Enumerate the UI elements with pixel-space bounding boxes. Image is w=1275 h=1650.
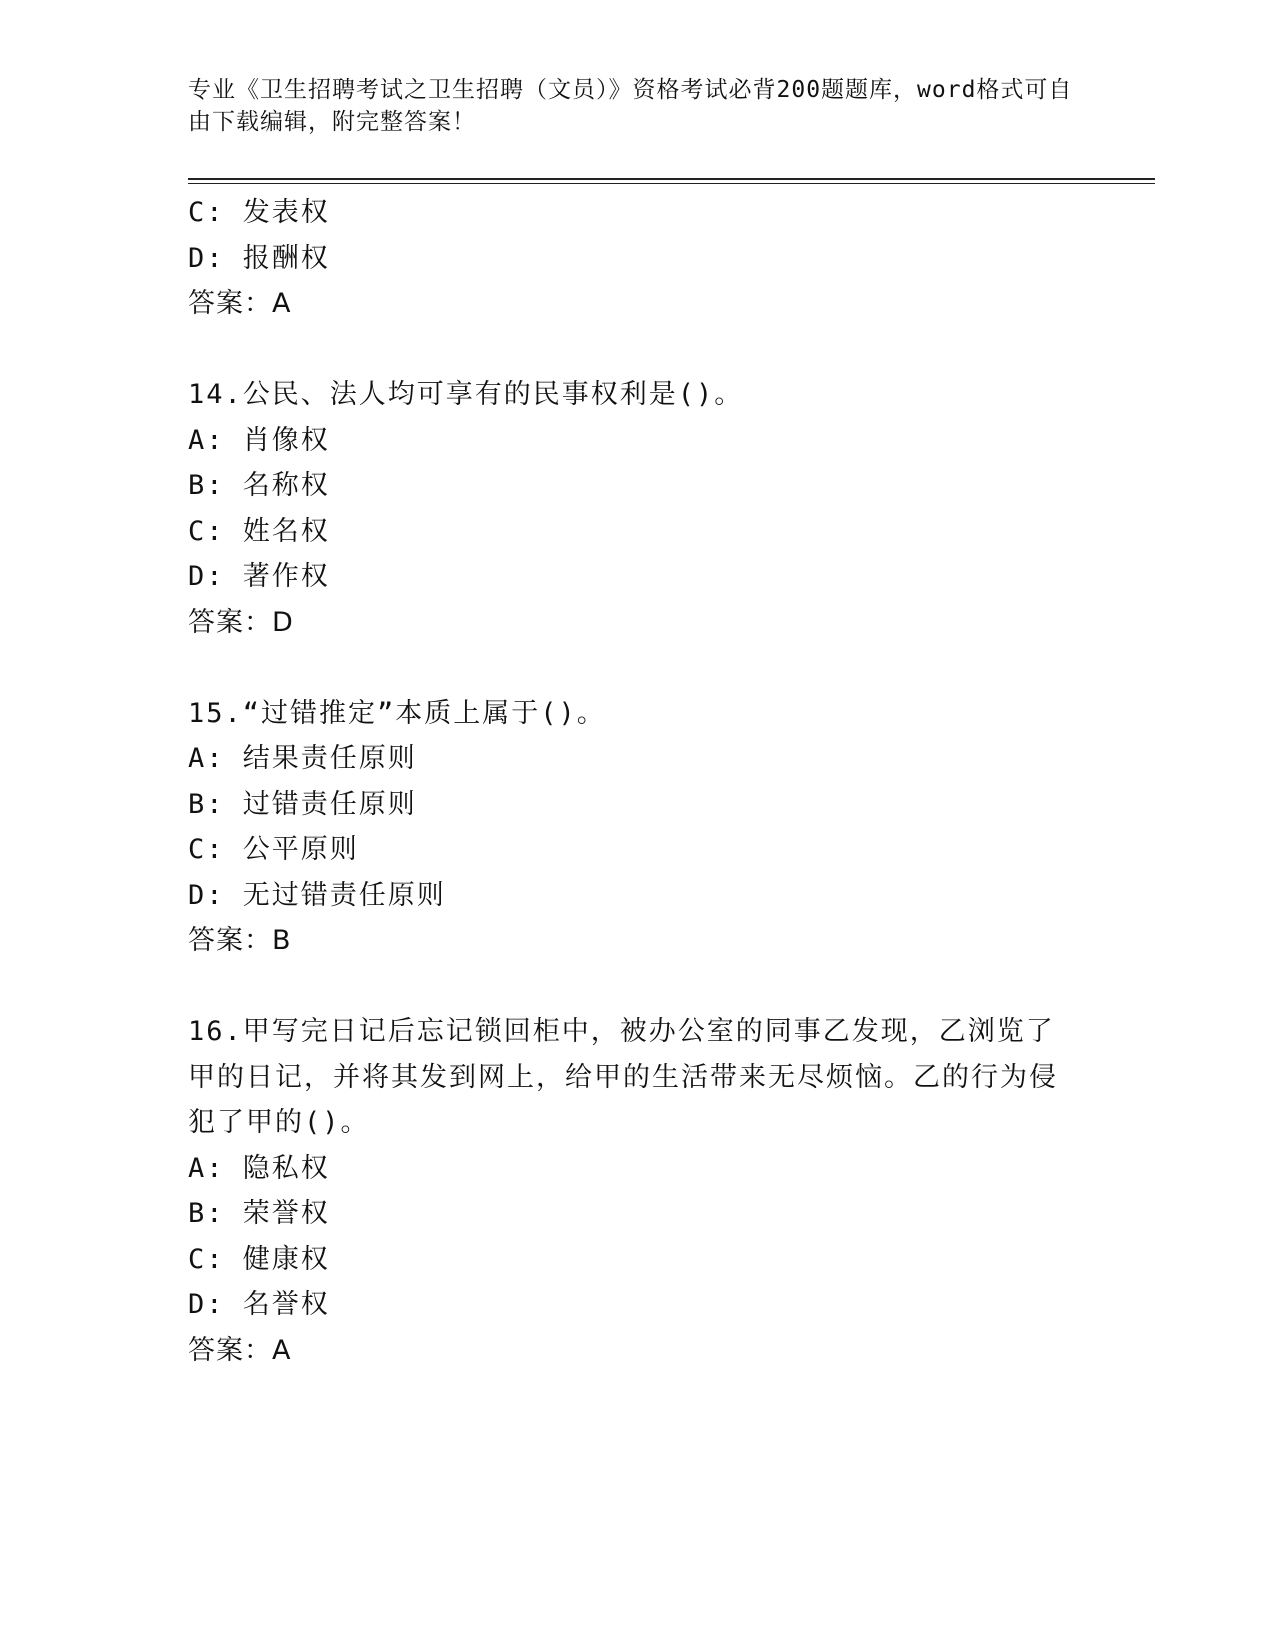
answer-line: 答案：A bbox=[188, 1334, 292, 1366]
answer-line: 答案：A bbox=[188, 288, 292, 319]
prev-question-tail bbox=[188, 190, 1088, 327]
answer-line: 答案：B bbox=[188, 925, 292, 956]
header-title: 专业《卫生招聘考试之卫生招聘（文员）》资格考试必背200题题库，word格式可自由下载编辑，附完整答案！ bbox=[188, 77, 1073, 135]
option-d: D: 报酬权 bbox=[188, 242, 330, 274]
option-a: A: 结果责任原则 bbox=[188, 743, 417, 774]
spacer bbox=[188, 964, 1088, 1010]
question-stem: 15.“过错推定”本质上属于()。 bbox=[188, 697, 606, 729]
option-a: A: 隐私权 bbox=[188, 1152, 330, 1184]
document-body bbox=[188, 190, 1088, 1373]
question-stem: 16.甲写完日记后忘记锁回柜中，被办公室的同事乙发现，乙浏览了甲的日记，并将其发到网上，给甲的生活带来无尽烦恼。乙的行为侵犯了甲的()。 bbox=[188, 1016, 1058, 1138]
question-16 bbox=[188, 1009, 1088, 1373]
question-15 bbox=[188, 691, 1088, 964]
option-c: C: 发表权 bbox=[188, 197, 330, 228]
option-c: C: 姓名权 bbox=[188, 515, 330, 547]
question-stem: 14.公民、法人均可享有的民事权利是()。 bbox=[188, 379, 744, 410]
option-c: C: 公平原则 bbox=[188, 834, 359, 865]
option-c: C: 健康权 bbox=[188, 1243, 330, 1275]
header-divider-thin bbox=[188, 183, 1155, 184]
spacer bbox=[188, 327, 1088, 373]
header-divider-thick bbox=[188, 178, 1155, 180]
option-b: B: 名称权 bbox=[188, 470, 330, 501]
option-d: D: 著作权 bbox=[188, 561, 330, 592]
answer-line: 答案：D bbox=[188, 606, 294, 638]
spacer bbox=[188, 645, 1088, 691]
option-b: B: 过错责任原则 bbox=[188, 788, 417, 820]
question-14 bbox=[188, 372, 1088, 645]
option-b: B: 荣誉权 bbox=[188, 1198, 330, 1229]
option-a: A: 肖像权 bbox=[188, 424, 330, 456]
document-header bbox=[188, 74, 1088, 138]
option-d: D: 无过错责任原则 bbox=[188, 879, 446, 911]
option-d: D: 名誉权 bbox=[188, 1289, 330, 1320]
